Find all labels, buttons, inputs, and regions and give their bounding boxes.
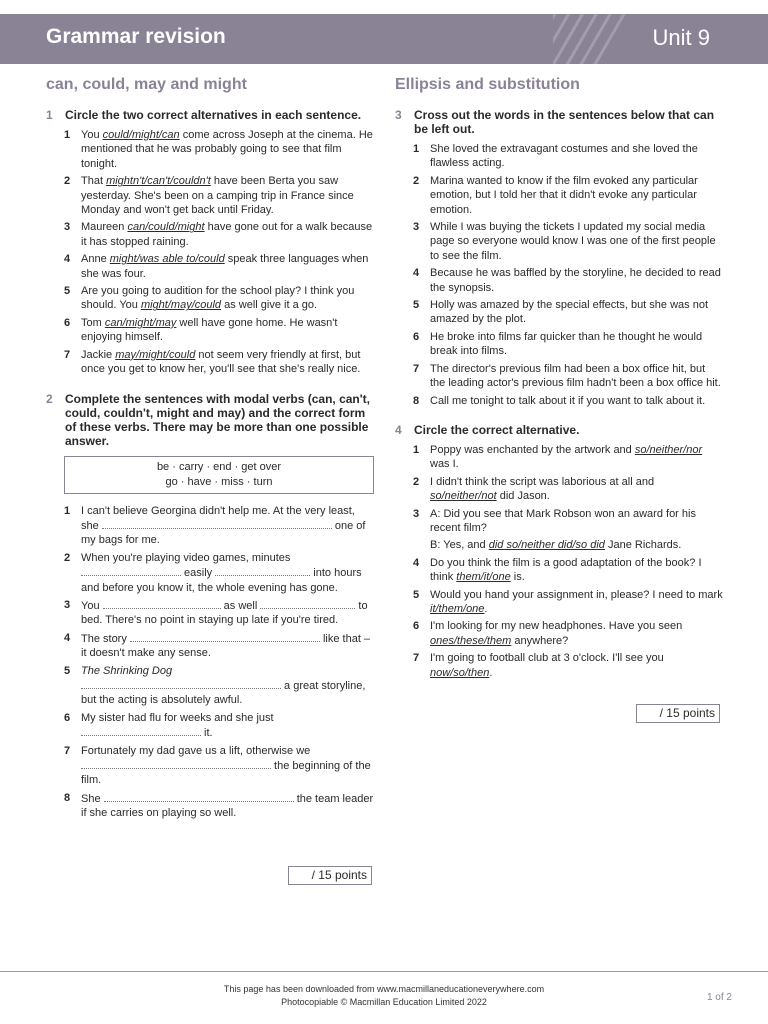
item-text: Call me tonight to talk about it if you want to talk about it.: [430, 394, 706, 407]
item-text: You could/might/can come across Joseph at the cinema. He mentioned that he was probably going to see that film tonight.: [81, 129, 373, 170]
alternatives[interactable]: can/might/may: [104, 316, 177, 329]
item-text: Are you going to audition for the school play? I think you should. You might/may/could as well give it a go.: [81, 285, 355, 312]
alternatives[interactable]: can/could/might: [127, 221, 205, 234]
alternatives[interactable]: it/them/one: [430, 602, 485, 615]
exercise-3-list: [413, 142, 723, 408]
item-text: The story like that – it doesn't make any sense.: [81, 632, 371, 660]
alternatives[interactable]: so/neither/not: [430, 490, 497, 503]
item-text: I can't believe Georgina didn't help me. At the very least, she one of my bags for me.: [81, 504, 366, 547]
exercise-4-heading: [395, 423, 723, 437]
item-text: You as well to bed. There's no point in staying up late if you're tired.: [81, 599, 368, 627]
list-item[interactable]: [413, 298, 723, 327]
list-item: [64, 504, 374, 548]
item-number: 7: [64, 348, 71, 361]
item-number: 1: [413, 443, 420, 456]
section-title-ellipsis: Ellipsis and substitution: [395, 76, 580, 93]
page-number: 1 of 2: [706, 992, 732, 1003]
list-item: [413, 588, 723, 617]
list-item: [64, 744, 374, 788]
alternatives[interactable]: mightn't/can't/couldn't: [106, 175, 211, 188]
item-text: I'm looking for my new headphones. Have you seen ones/these/them anywhere?: [430, 620, 683, 647]
list-item: [64, 551, 374, 595]
item-number: 3: [413, 507, 420, 520]
list-item: [64, 174, 374, 217]
verb-box-line: be · carry · end · get over: [156, 460, 282, 473]
list-item: [64, 252, 374, 281]
item-number: 8: [413, 394, 420, 407]
footer-download-note: This page has been downloaded from www.macmillaneducationeverywhere.com: [223, 984, 545, 994]
item-number: 6: [64, 711, 71, 724]
footer-copyright: Photocopiable © Macmillan Education Limited 2022: [281, 997, 487, 1007]
list-item: [413, 507, 723, 536]
item-text: He broke into films far quicker than he thought he would break into films.: [430, 330, 703, 358]
list-item: [413, 538, 723, 552]
exercise-number: 4: [395, 422, 402, 437]
item-text: Holly was amazed by the special effects, but she was not amazed by the plot.: [430, 299, 708, 326]
item-text: My sister had flu for weeks and she just it.: [81, 711, 274, 740]
blank-input[interactable]: [130, 631, 320, 642]
blank-input[interactable]: [81, 565, 181, 576]
list-item: [64, 598, 374, 628]
list-item: [64, 711, 374, 741]
list-item: [413, 443, 723, 472]
item-text: Would you hand your assignment in, please? I need to mark it/them/one.: [430, 588, 723, 615]
item-number: 6: [64, 316, 71, 329]
item-text: Jackie may/might/could not seem very friendly at first, but once you get to know her, you'll see that she's really nice.: [81, 348, 361, 376]
list-item[interactable]: [413, 142, 723, 171]
item-number: 4: [413, 556, 420, 569]
item-text: I didn't think the script was laborious at all and so/neither/not did Jason.: [430, 475, 655, 503]
exercise-4-list: [413, 443, 723, 680]
item-text: She loved the extravagant costumes and she loved the flawless acting.: [430, 143, 698, 170]
item-number: 5: [413, 588, 420, 601]
item-number: 7: [413, 652, 420, 665]
list-item[interactable]: [413, 394, 723, 408]
item-number: 7: [413, 362, 420, 375]
list-item: [64, 128, 374, 171]
item-text: Poppy was enchanted by the artwork and so/neither/nor was I.: [430, 443, 703, 471]
exercise-instruction: Complete the sentences with modal verbs (can, can't, could, couldn't, might and may) and the correct form of these verbs. There may be more than one possible answer.: [65, 391, 370, 448]
item-text: Fortunately my dad gave us a lift, otherwise we the beginning of the film.: [81, 744, 371, 787]
list-item: [64, 791, 374, 821]
footer: [0, 983, 768, 1009]
blank-input[interactable]: [81, 678, 281, 689]
list-item: [64, 284, 374, 313]
item-number: 2: [64, 551, 71, 564]
left-column: [46, 76, 374, 824]
film-title: The Shrinking Dog: [81, 664, 173, 677]
footer-divider: [0, 971, 768, 972]
alternatives[interactable]: did so/neither did/so did: [488, 539, 605, 552]
list-item: [413, 556, 723, 585]
section-title-modals: can, could, may and might: [46, 76, 247, 93]
item-number: 8: [64, 791, 71, 804]
blank-input[interactable]: [81, 758, 271, 769]
item-number: 4: [64, 253, 71, 266]
item-number: 2: [64, 175, 71, 188]
page-title: Grammar revision: [46, 25, 226, 48]
list-item: [413, 651, 723, 680]
item-number: 1: [64, 504, 71, 517]
verb-box: [64, 456, 374, 494]
list-item[interactable]: [413, 220, 723, 263]
exercise-number: 1: [46, 108, 53, 122]
exercise-instruction: Circle the two correct alternatives in each sentence.: [65, 108, 362, 122]
exercise-1-list: [64, 128, 374, 377]
item-number: 3: [64, 598, 71, 611]
right-column: [395, 76, 723, 683]
item-text: B: Yes, and did so/neither did/so did Jane Richards.: [430, 539, 682, 552]
item-number: 4: [413, 267, 420, 280]
alternatives[interactable]: ones/these/them: [430, 634, 512, 647]
alternatives[interactable]: might/may/could: [140, 299, 222, 312]
verb-box-line: go · have · miss · turn: [165, 475, 273, 488]
item-text: She the team leader if she carries on playing so well.: [81, 792, 374, 820]
points-box: / 15 points: [636, 704, 720, 723]
blank-input[interactable]: [260, 598, 355, 609]
list-item[interactable]: [413, 174, 723, 217]
list-item: [64, 631, 374, 661]
item-text: Do you think the film is a good adaptation of the book? I think them/it/one is.: [430, 556, 702, 584]
alternatives[interactable]: now/so/then: [430, 666, 490, 679]
blank-input[interactable]: [81, 725, 201, 736]
item-number: 5: [64, 285, 71, 298]
item-text: That mightn't/can't/couldn't have been Berta you saw yesterday. She's been on a camping trip in France since Monday and won't get back until Friday.: [81, 175, 354, 217]
item-number: 1: [413, 143, 420, 155]
item-number: 2: [413, 174, 420, 187]
exercise-3-heading: [395, 108, 723, 136]
item-text: I'm going to football club at 3 o'clock. I'll see you now/so/then.: [430, 652, 664, 679]
list-item[interactable]: [413, 362, 723, 391]
alternatives[interactable]: so/neither/nor: [634, 443, 703, 456]
alternatives[interactable]: may/might/could: [115, 348, 196, 361]
exercise-2-heading: [46, 392, 374, 448]
blank-input[interactable]: [104, 791, 294, 802]
item-text: Marina wanted to know if the film evoked any particular emotion, but I told her that it didn't evoke any particular emotion.: [430, 174, 698, 216]
item-number: 5: [64, 664, 71, 677]
blank-input[interactable]: [102, 518, 332, 529]
item-text: Anne might/was able to/could speak three languages when she was four.: [81, 253, 369, 280]
item-text: Tom can/might/may well have gone home. He wasn't enjoying himself.: [81, 316, 338, 344]
list-item: [64, 664, 374, 708]
item-number: 5: [413, 299, 420, 312]
item-number: 3: [64, 221, 71, 234]
exercise-number: 2: [46, 391, 53, 406]
list-item: [64, 348, 374, 377]
list-item[interactable]: [413, 266, 723, 295]
exercise-instruction: Circle the correct alternative.: [414, 422, 580, 437]
list-item[interactable]: [413, 330, 723, 359]
item-text: A: Did you see that Mark Robson won an award for his recent film?: [430, 507, 696, 534]
item-number: 1: [64, 129, 71, 141]
exercise-2-list: [64, 504, 374, 821]
item-text: Maureen can/could/might have gone out for a walk because it has stopped raining.: [81, 221, 373, 248]
item-text: The Shrinking Dog a great storyline, but the acting is absolutely awful.: [81, 664, 366, 707]
item-text: Because he was baffled by the storyline, he decided to read the synopsis.: [430, 267, 721, 294]
alternatives[interactable]: could/might/can: [102, 129, 180, 141]
alternatives[interactable]: might/was able to/could: [109, 253, 225, 266]
page-header: [0, 14, 768, 64]
blank-input[interactable]: [103, 598, 221, 609]
item-number: 6: [413, 620, 420, 633]
exercise-1-heading: [46, 108, 374, 122]
item-number: 2: [413, 475, 420, 488]
unit-label: Unit 9: [652, 25, 710, 50]
alternatives[interactable]: them/it/one: [456, 571, 511, 584]
item-text: While I was buying the tickets I updated my social media page so everyone would know I was one of the first people to see the film.: [430, 221, 716, 262]
item-number: 6: [413, 330, 420, 343]
blank-input[interactable]: [215, 565, 310, 576]
exercise-number: 3: [395, 108, 402, 122]
item-number: [413, 538, 430, 552]
exercise-instruction: Cross out the words in the sentences below that can be left out.: [414, 108, 715, 136]
list-item: [413, 475, 723, 504]
list-item: [413, 619, 723, 648]
item-text: When you're playing video games, minutes easily into hours and before you know it, the whole evening has gone.: [81, 551, 362, 594]
list-item: [64, 220, 374, 249]
item-number: 7: [64, 744, 71, 757]
list-item: [64, 316, 374, 345]
points-box: / 15 points: [288, 866, 372, 885]
item-text: The director's previous film had been a box office hit, but the leading actor's previous film hadn't been a box office hit.: [430, 362, 721, 390]
item-number: 4: [64, 631, 71, 644]
item-number: 3: [413, 221, 420, 234]
